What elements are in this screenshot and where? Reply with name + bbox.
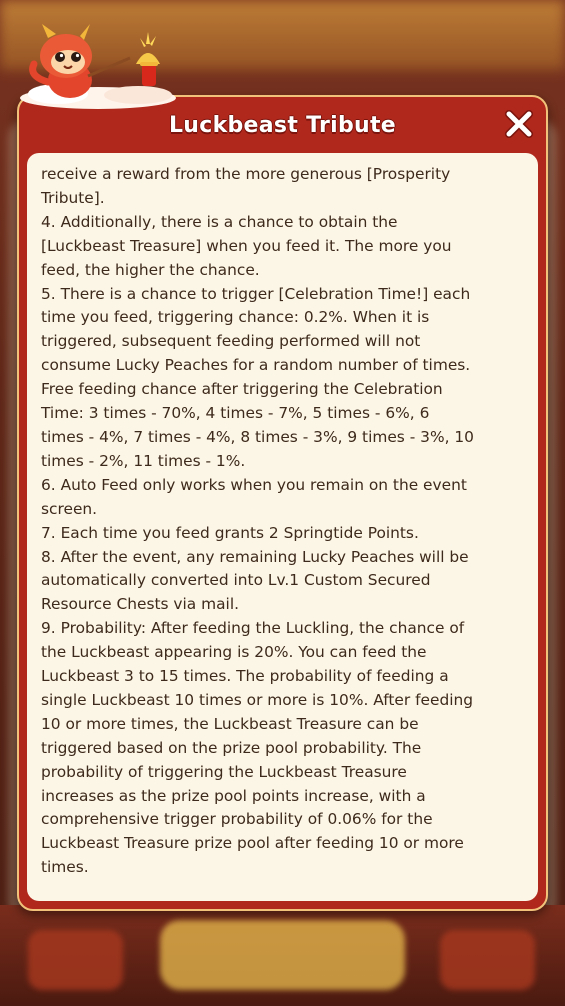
rules-line: receive a reward from the more generous [Prosperity [41,165,451,183]
rules-line: Free feeding chance after triggering the Celebration [41,380,443,399]
rules-line: 9. Probability: After feeding the Luckling, the chance of [41,619,465,638]
luckbeast-mascot-icon [18,22,188,110]
rules-line: consume Lucky Peaches for a random number of times. [41,356,471,375]
rules-line: single Luckbeast 10 times or more is 10%. After feeding [41,690,474,709]
rules-line: Luckbeast Treasure prize pool after feeding 10 or more [41,834,464,853]
rules-line: feed, the higher the chance. [41,260,260,279]
rules-line: Time: 3 times - 70%, 4 times - 7%, 5 times - 6%, 6 [41,404,430,423]
rules-line: probability of triggering the Luckbeast Treasure [41,762,407,781]
rules-line: Luckbeast 3 to 15 times. The probability of feeding a [41,667,449,686]
rules-line: 10 or more times, the Luckbeast Treasure can be [41,714,419,733]
close-button[interactable] [500,105,538,143]
rules-dialog [17,95,548,911]
rules-line: times - 4%, 7 times - 4%, 8 times - 3%, 9 times - 3%, 10 [41,427,474,446]
rules-line: 6. Auto Feed only works when you remain on the event [41,475,467,494]
rules-line: Tribute]. [41,188,105,207]
rules-line: automatically converted into Lv.1 Custom Secured [41,571,431,590]
rules-line: 7. Each time you feed grants 2 Springtide Points. [41,523,419,542]
rules-line: 5. There is a chance to trigger [Celebration Time!] each [41,284,471,303]
background-left-button [28,930,123,990]
close-icon [504,109,534,139]
background-right-button [440,930,535,990]
rules-line: the Luckbeast appearing is 20%. You can feed the [41,643,427,662]
rules-line: Resource Chests via mail. [41,595,239,614]
rules-text [41,163,524,880]
rules-line: [Luckbeast Treasure] when you feed it. The more you [41,236,452,255]
rules-line: times - 2%, 11 times - 1%. [41,451,246,470]
rules-line: time you feed, triggering chance: 0.2%. When it is [41,308,430,327]
lantern-icon [136,32,160,86]
rules-line: increases as the prize pool points increase, with a [41,786,426,805]
rules-content[interactable] [27,153,538,901]
rules-line: screen. [41,499,98,518]
rules-line: 8. After the event, any remaining Lucky Peaches will be [41,547,469,566]
rules-line: 4. Additionally, there is a chance to obtain the [41,212,398,231]
dialog-title: Luckbeast Tribute [168,112,397,138]
rules-line: triggered, subsequent feeding performed will not [41,332,421,351]
background-feed-button [160,920,405,990]
rules-line: times. [41,858,89,877]
rules-line: comprehensive trigger probability of 0.06% for the [41,810,433,829]
rules-line: triggered based on the prize pool probability. The [41,738,422,757]
